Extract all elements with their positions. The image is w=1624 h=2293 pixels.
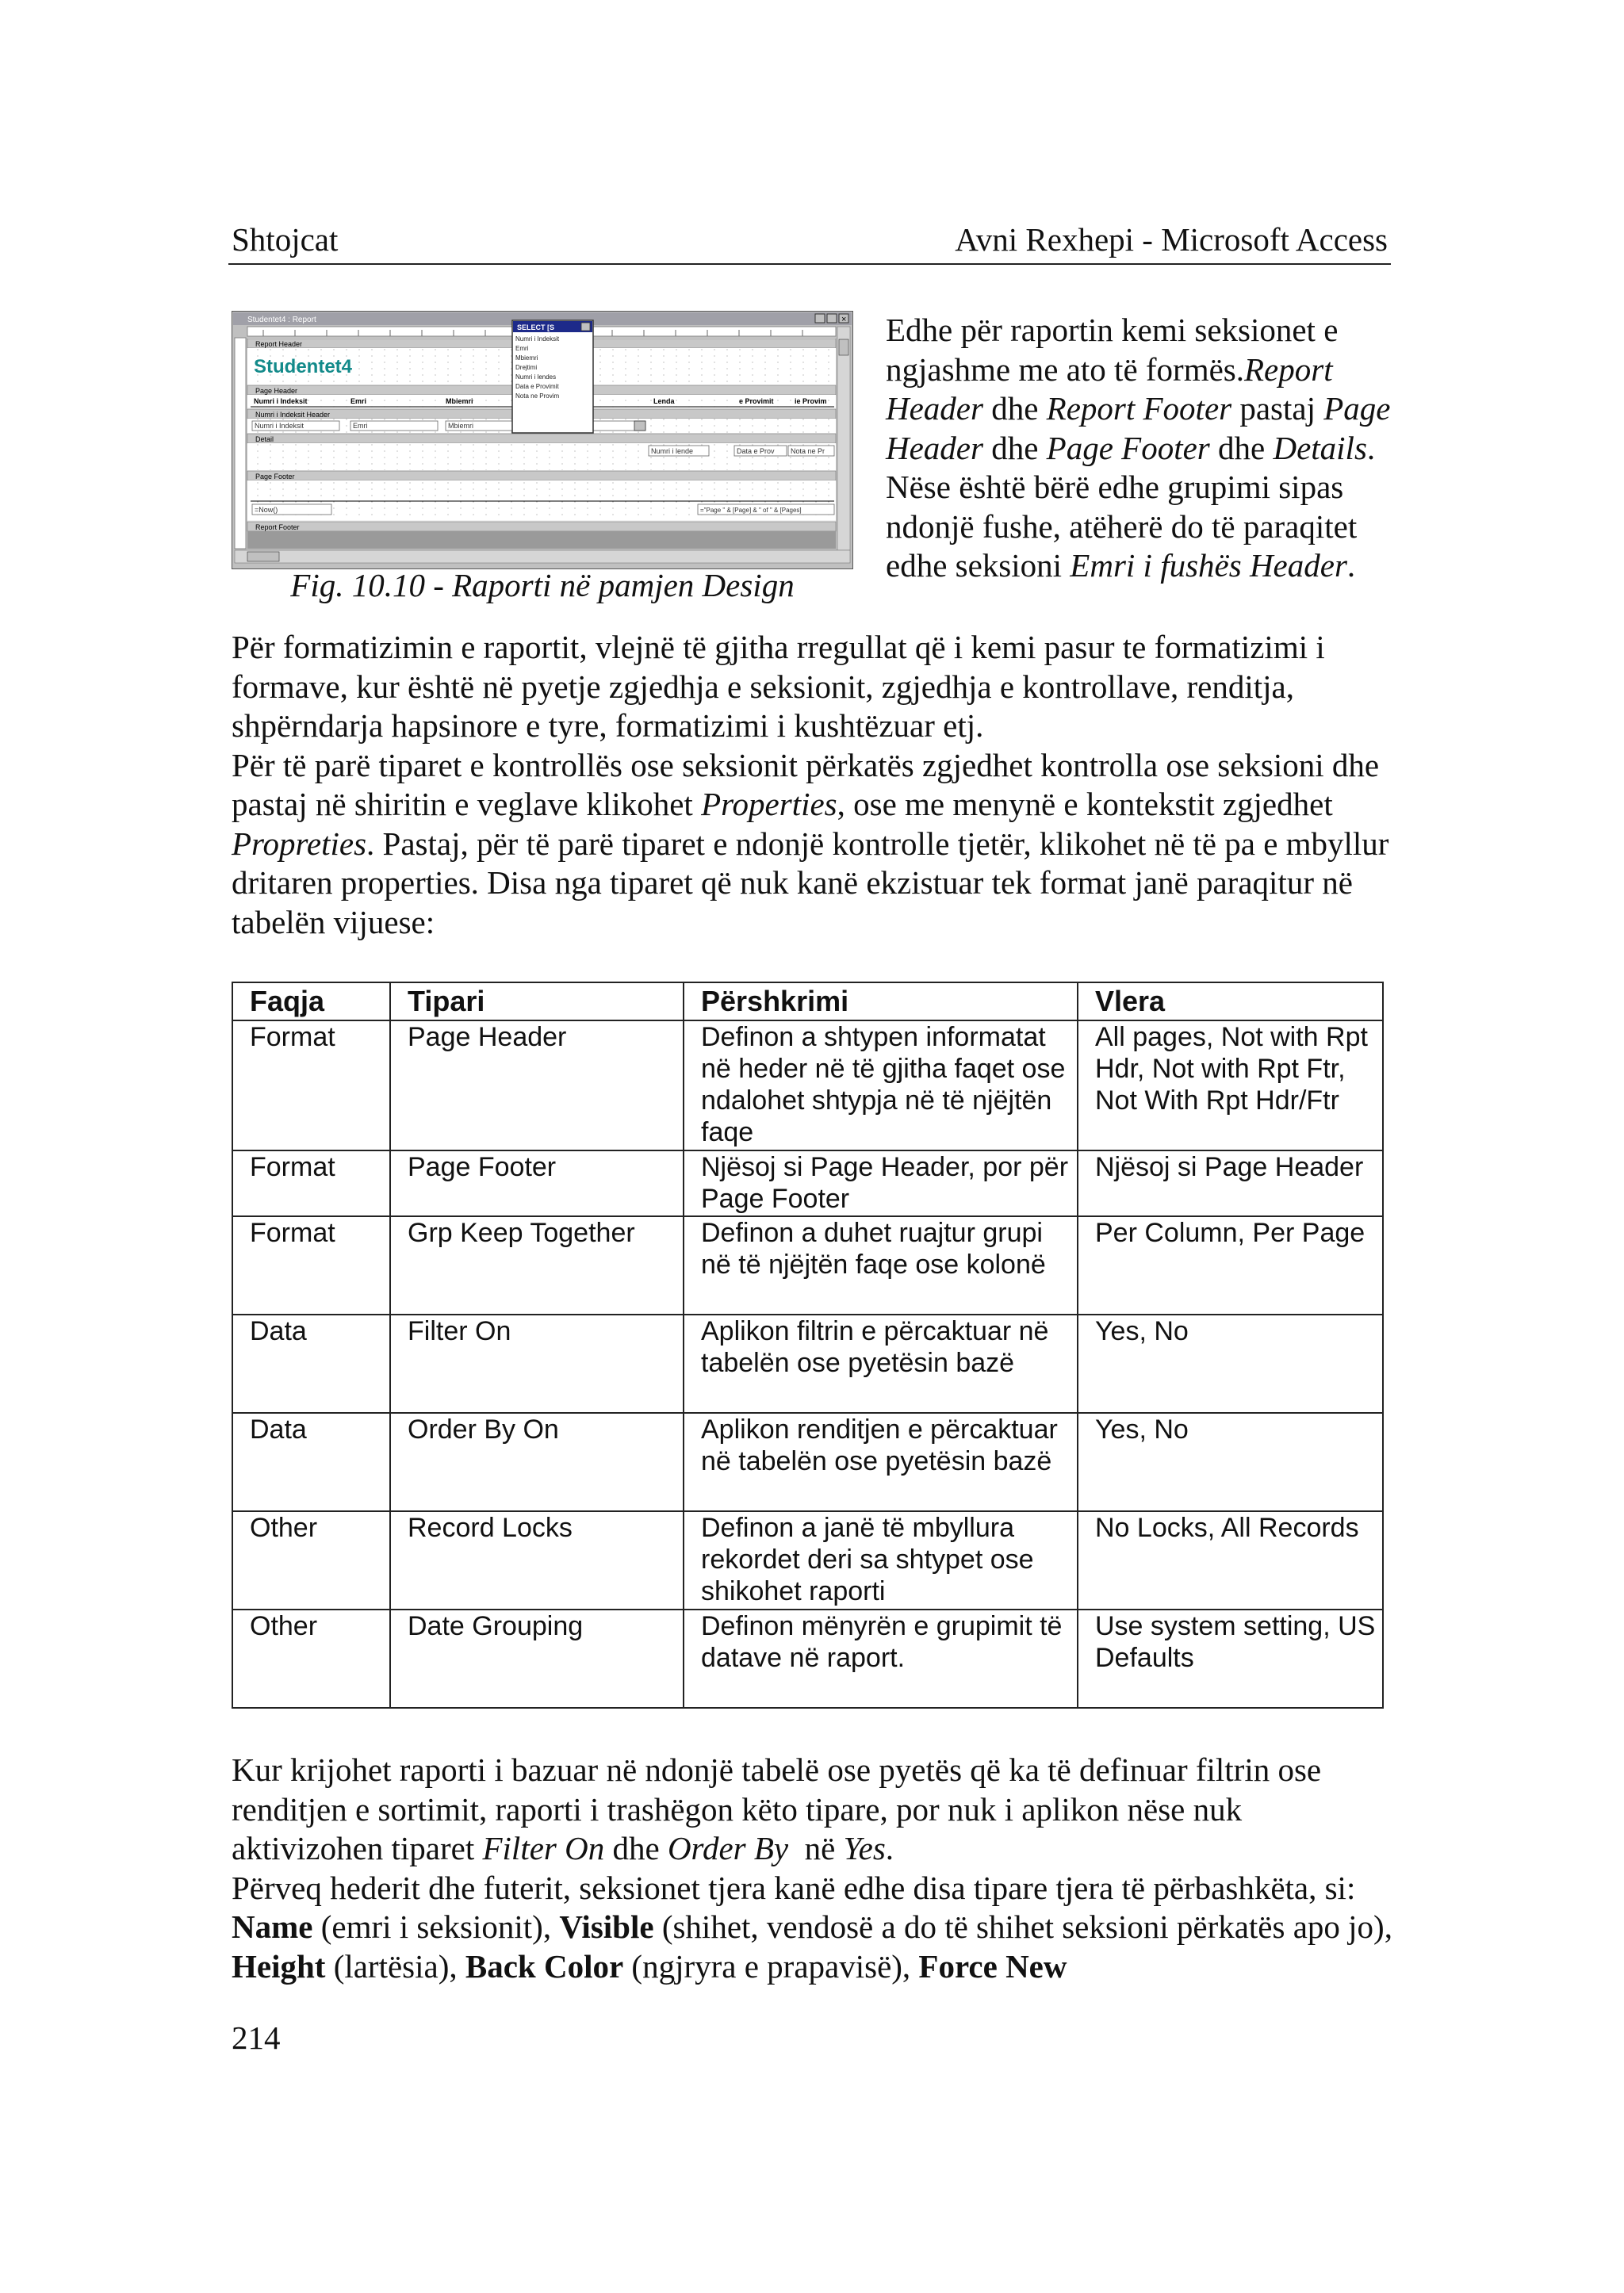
table-row — [232, 1315, 1383, 1413]
cell-vlera: All pages, Not with Rpt Hdr, Not with Rpt Ftr, Not With Rpt Hdr/Ftr — [1078, 1020, 1383, 1150]
cell-vlera: No Locks, All Records — [1078, 1511, 1383, 1610]
ph-label-3: Mbiemri — [446, 397, 473, 405]
table-row — [232, 1511, 1383, 1610]
popup-field: Drejtimi — [515, 364, 538, 371]
running-header-left: Shtojcat — [232, 221, 339, 258]
header-rule — [228, 263, 1391, 265]
cell-faqja: Other — [232, 1610, 390, 1708]
table-header-row — [232, 982, 1383, 1020]
col-header-tipari: Tipari — [390, 982, 684, 1020]
ph-label-1: Numri i Indeksit — [254, 397, 308, 405]
section-report-footer: Report Footer — [255, 523, 300, 531]
cell-vlera: Use system setting, US Defaults — [1078, 1610, 1383, 1708]
col-header-vlera: Vlera — [1078, 982, 1383, 1020]
cell-vlera: Yes, No — [1078, 1315, 1383, 1413]
popup-field: Numri i lendes — [515, 373, 557, 381]
ph-label-6: ie Provim — [795, 397, 827, 405]
body-paragraph-2a: Kur krijohet raporti i bazuar në ndonjë tabelë ose pyetës që ka të definuar filtrin ose renditjen e sortimit, raporti i trashëgon këto tipare, por nuk i aplikon nëse nuk aktivizohen tiparet Filter On dhe Order By në Yes. — [232, 1751, 1322, 1866]
cell-vlera: Yes, No — [1078, 1413, 1383, 1511]
report-title-control: Studentet4 — [254, 356, 353, 377]
group-field-2: Emri — [353, 422, 368, 430]
cell-tipari: Filter On — [390, 1315, 684, 1413]
group-field-3: Mbiemri — [448, 422, 474, 430]
col-header-pershkrimi: Përshkrimi — [684, 982, 1078, 1020]
cell-tipari: Page Footer — [390, 1150, 684, 1216]
ph-label-4: Lenda — [653, 397, 675, 405]
popup-field: Nota ne Provim — [515, 392, 560, 400]
detail-field-1: Numri i lende — [651, 447, 694, 455]
cell-faqja: Format — [232, 1020, 390, 1150]
section-page-header: Page Header — [255, 387, 298, 395]
cell-pershkrimi: Njësoj si Page Header, por për Page Footer — [684, 1150, 1078, 1216]
running-header-right: Avni Rexhepi - Microsoft Access — [955, 221, 1388, 258]
cell-pershkrimi: Aplikon renditjen e përcaktuar në tabelën ose pyetësin bazë — [684, 1413, 1078, 1511]
cell-tipari: Grp Keep Together — [390, 1216, 684, 1315]
report-design-screenshot — [232, 311, 853, 569]
page-number: 214 — [232, 2019, 281, 2056]
footer-now-field: =Now() — [255, 506, 278, 514]
table-row — [232, 1216, 1383, 1315]
window-title: Studentet4 : Report — [247, 316, 316, 324]
ph-label-2: Emri — [350, 397, 367, 405]
table-row — [232, 1413, 1383, 1511]
popup-field: Mbiemri — [515, 354, 538, 362]
body-paragraph-2b: Përveq hederit dhe futerit, seksionet tjera kanë edhe disa tipare tjera të përbashkëta, si: Name (emri i seksionit), Visible (shihet, vendosë a do të shihet seksioni përkatës apo jo), Height (lartësia), Back Color (ngjryra e prapavisë), Force New — [232, 1869, 1392, 1985]
table-row — [232, 1020, 1383, 1150]
cell-tipari: Order By On — [390, 1413, 684, 1511]
group-field-1: Numri i Indeksit — [255, 422, 304, 430]
detail-field-3: Nota ne Pr — [791, 447, 825, 455]
footer-page-field: ="Page " & [Page] & " of " & [Pages] — [700, 507, 802, 514]
body-paragraph-1 — [232, 628, 1394, 942]
table-row — [232, 1150, 1383, 1216]
body-paragraph-1a: Për formatizimin e raportit, vlejnë të gjitha rregullat që i kemi pasur te formatizimi i formave, kur është në pyetje zgjedhja e seksionit, zgjedhja e kontrollave, renditja, shpërndarja hapsinore e tyre, formatizimi i kushtëzuar etj. — [232, 629, 1325, 744]
properties-table — [232, 982, 1384, 1709]
col-header-faqja: Faqja — [232, 982, 390, 1020]
detail-field-2: Data e Prov — [737, 447, 775, 455]
cell-tipari: Date Grouping — [390, 1610, 684, 1708]
body-paragraph-1b: Për të parë tiparet e kontrollës ose seksionit përkatës zgjedhet kontrolla ose seksioni dhe pastaj në shiritin e veglave klikohet Properties, ose me menynë e kontekstit zgjedhet Propreties. Pastaj, për të parë tiparet e ndonjë kontrolle tjetër, klikohet në të pa e mbyllur dritaren properties. Disa nga tiparet që nuk kanë ekzistuar tek format janë paraqitur në tabelën vijuese: — [232, 746, 1389, 940]
table-row — [232, 1610, 1383, 1708]
section-detail: Detail — [255, 435, 274, 443]
cell-vlera: Njësoj si Page Header — [1078, 1150, 1383, 1216]
section-group-header: Numri i Indeksit Header — [255, 411, 331, 419]
cell-vlera: Per Column, Per Page — [1078, 1216, 1383, 1315]
cell-faqja: Format — [232, 1150, 390, 1216]
popup-field: Emri — [515, 345, 529, 352]
cell-pershkrimi: Definon a duhet ruajtur grupi në të njëjtën faqe ose kolonë — [684, 1216, 1078, 1315]
side-paragraph: Edhe për raportin kemi seksionet e ngjashme me ato të formës.Report Header dhe Report Footer pastaj Page Header dhe Page Footer dhe Details. Nëse është bërë edhe grupimi sipas ndonjë fushe, atëherë do të paraqitet edhe seksioni Emri i fushës Header. — [886, 312, 1391, 584]
cell-pershkrimi: Definon a shtypen informatat në heder në të gjitha faqet ose ndalohet shtypja në të njëjtën faqe — [684, 1020, 1078, 1150]
cell-pershkrimi: Aplikon filtrin e përcaktuar në tabelën ose pyetësin bazë — [684, 1315, 1078, 1413]
ph-label-5: e Provimit — [739, 397, 774, 405]
cell-faqja: Format — [232, 1216, 390, 1315]
popup-field: Data e Provimit — [515, 383, 559, 390]
cell-faqja: Data — [232, 1315, 390, 1413]
popup-title: SELECT [S — [517, 323, 555, 331]
section-page-footer: Page Footer — [255, 473, 295, 480]
close-icon: × — [841, 315, 847, 324]
popup-field: Numri i Indeksit — [515, 335, 560, 343]
cell-pershkrimi: Definon a janë të mbyllura rekordet deri sa shtypet ose shikohet raporti — [684, 1511, 1078, 1610]
cell-faqja: Other — [232, 1511, 390, 1610]
body-paragraph-2 — [232, 1751, 1394, 1986]
cell-tipari: Record Locks — [390, 1511, 684, 1610]
figure-caption: Fig. 10.10 - Raporti në pamjen Design — [290, 567, 795, 603]
cell-faqja: Data — [232, 1413, 390, 1511]
cell-pershkrimi: Definon mënyrën e grupimit të datave në raport. — [684, 1610, 1078, 1708]
section-report-header: Report Header — [255, 340, 303, 348]
cell-tipari: Page Header — [390, 1020, 684, 1150]
